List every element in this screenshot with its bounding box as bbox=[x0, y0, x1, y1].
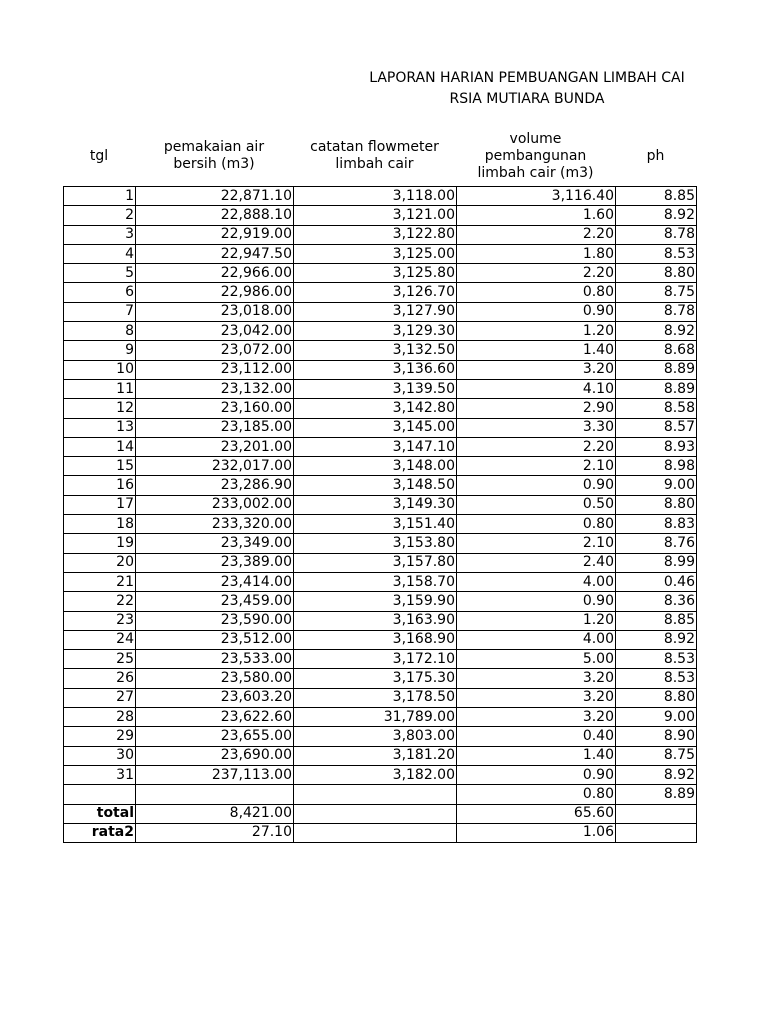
cell-pemakaian-air: 233,320.00 bbox=[136, 515, 294, 534]
cell-ph: 8.76 bbox=[616, 534, 697, 553]
cell-pemakaian-air: 8,421.00 bbox=[136, 804, 294, 823]
cell-pemakaian-air: 23,160.00 bbox=[136, 399, 294, 418]
cell-flowmeter: 3,132.50 bbox=[294, 341, 457, 360]
cell-flowmeter: 3,803.00 bbox=[294, 727, 457, 746]
table-row bbox=[64, 476, 697, 495]
cell-flowmeter bbox=[294, 785, 457, 804]
cell-ph: 8.78 bbox=[616, 225, 697, 244]
header-pemakaian-air-line-2: bersih (m3) bbox=[173, 156, 255, 172]
cell-ph: 8.90 bbox=[616, 727, 697, 746]
cell-pemakaian-air: 23,018.00 bbox=[136, 302, 294, 321]
header-tgl bbox=[63, 130, 135, 182]
cell-ph: 8.80 bbox=[616, 688, 697, 707]
cell-flowmeter bbox=[294, 804, 457, 823]
table-row bbox=[64, 206, 697, 225]
cell-ph: 8.85 bbox=[616, 611, 697, 630]
header-volume-line-3: limbah cair (m3) bbox=[477, 164, 594, 181]
cell-flowmeter: 3,148.50 bbox=[294, 476, 457, 495]
table-row bbox=[64, 341, 697, 360]
cell-volume: 0.90 bbox=[457, 765, 616, 784]
table-row bbox=[64, 785, 697, 804]
cell-pemakaian-air: 22,986.00 bbox=[136, 283, 294, 302]
header-volume-line-2: pembangunan bbox=[484, 147, 587, 164]
cell-flowmeter: 3,145.00 bbox=[294, 418, 457, 437]
cell-pemakaian-air: 27.10 bbox=[136, 823, 294, 842]
table-row bbox=[64, 611, 697, 630]
cell-pemakaian-air: 237,113.00 bbox=[136, 765, 294, 784]
cell-pemakaian-air bbox=[136, 785, 294, 804]
cell-flowmeter: 3,175.30 bbox=[294, 669, 457, 688]
cell-flowmeter: 3,182.00 bbox=[294, 765, 457, 784]
header-pemakaian-air-line-1: pemakaian air bbox=[163, 139, 265, 155]
table-row bbox=[64, 650, 697, 669]
cell-tgl: 28 bbox=[64, 708, 136, 727]
cell-ph: 9.00 bbox=[616, 476, 697, 495]
table-row bbox=[64, 244, 697, 263]
cell-tgl: 1 bbox=[64, 187, 136, 206]
cell-flowmeter: 3,139.50 bbox=[294, 379, 457, 398]
cell-tgl: 6 bbox=[64, 283, 136, 302]
cell-pemakaian-air: 23,042.00 bbox=[136, 322, 294, 341]
cell-ph: 8.80 bbox=[616, 495, 697, 514]
cell-ph bbox=[616, 804, 697, 823]
cell-flowmeter: 3,151.40 bbox=[294, 515, 457, 534]
cell-volume: 2.40 bbox=[457, 553, 616, 572]
cell-tgl: 13 bbox=[64, 418, 136, 437]
header-flowmeter bbox=[293, 130, 456, 182]
cell-pemakaian-air: 232,017.00 bbox=[136, 457, 294, 476]
cell-ph: 8.92 bbox=[616, 322, 697, 341]
cell-tgl: 4 bbox=[64, 244, 136, 263]
cell-flowmeter: 3,122.80 bbox=[294, 225, 457, 244]
cell-volume: 4.10 bbox=[457, 379, 616, 398]
cell-flowmeter: 3,136.60 bbox=[294, 360, 457, 379]
cell-ph: 8.58 bbox=[616, 399, 697, 418]
cell-pemakaian-air: 23,286.90 bbox=[136, 476, 294, 495]
cell-pemakaian-air: 23,590.00 bbox=[136, 611, 294, 630]
cell-pemakaian-air: 23,201.00 bbox=[136, 437, 294, 456]
cell-ph: 8.57 bbox=[616, 418, 697, 437]
cell-tgl: 23 bbox=[64, 611, 136, 630]
cell-ph: 9.00 bbox=[616, 708, 697, 727]
cell-volume: 3,116.40 bbox=[457, 187, 616, 206]
cell-flowmeter: 3,129.30 bbox=[294, 322, 457, 341]
table-row bbox=[64, 515, 697, 534]
cell-ph: 8.98 bbox=[616, 457, 697, 476]
cell-ph: 8.53 bbox=[616, 650, 697, 669]
cell-volume: 65.60 bbox=[457, 804, 616, 823]
cell-pemakaian-air: 23,622.60 bbox=[136, 708, 294, 727]
cell-pemakaian-air: 22,888.10 bbox=[136, 206, 294, 225]
cell-flowmeter: 3,172.10 bbox=[294, 650, 457, 669]
cell-ph: 8.92 bbox=[616, 630, 697, 649]
table-row bbox=[64, 322, 697, 341]
cell-flowmeter: 3,168.90 bbox=[294, 630, 457, 649]
cell-ph: 8.92 bbox=[616, 206, 697, 225]
report-subtitle: RSIA MUTIARA BUNDA bbox=[449, 91, 605, 107]
cell-ph: 8.75 bbox=[616, 746, 697, 765]
cell-flowmeter: 3,178.50 bbox=[294, 688, 457, 707]
cell-tgl: 15 bbox=[64, 457, 136, 476]
table-row bbox=[64, 553, 697, 572]
cell-pemakaian-air: 23,349.00 bbox=[136, 534, 294, 553]
cell-ph: 0.46 bbox=[616, 572, 697, 591]
cell-volume: 0.50 bbox=[457, 495, 616, 514]
cell-flowmeter: 3,158.70 bbox=[294, 572, 457, 591]
cell-ph: 8.92 bbox=[616, 765, 697, 784]
cell-tgl: 11 bbox=[64, 379, 136, 398]
cell-volume: 0.80 bbox=[457, 515, 616, 534]
cell-tgl: 18 bbox=[64, 515, 136, 534]
table-row bbox=[64, 746, 697, 765]
cell-volume: 4.00 bbox=[457, 630, 616, 649]
table-row bbox=[64, 283, 697, 302]
cell-volume: 2.20 bbox=[457, 264, 616, 283]
cell-volume: 3.30 bbox=[457, 418, 616, 437]
cell-pemakaian-air: 23,512.00 bbox=[136, 630, 294, 649]
cell-flowmeter: 3,125.00 bbox=[294, 244, 457, 263]
cell-tgl: 14 bbox=[64, 437, 136, 456]
table-row bbox=[64, 399, 697, 418]
table-row bbox=[64, 669, 697, 688]
cell-volume: 1.40 bbox=[457, 341, 616, 360]
cell-tgl: 10 bbox=[64, 360, 136, 379]
cell-pemakaian-air: 23,132.00 bbox=[136, 379, 294, 398]
cell-tgl: 24 bbox=[64, 630, 136, 649]
cell-volume: 2.90 bbox=[457, 399, 616, 418]
cell-tgl: 25 bbox=[64, 650, 136, 669]
cell-volume: 0.80 bbox=[457, 283, 616, 302]
data-table bbox=[63, 186, 697, 843]
cell-tgl: 16 bbox=[64, 476, 136, 495]
cell-tgl: 19 bbox=[64, 534, 136, 553]
cell-flowmeter: 3,142.80 bbox=[294, 399, 457, 418]
cell-flowmeter: 3,163.90 bbox=[294, 611, 457, 630]
cell-ph: 8.89 bbox=[616, 379, 697, 398]
table-row bbox=[64, 225, 697, 244]
cell-volume: 1.20 bbox=[457, 611, 616, 630]
table-row bbox=[64, 302, 697, 321]
cell-flowmeter: 3,153.80 bbox=[294, 534, 457, 553]
cell-flowmeter: 3,126.70 bbox=[294, 283, 457, 302]
table-row bbox=[64, 572, 697, 591]
cell-volume: 3.20 bbox=[457, 360, 616, 379]
cell-flowmeter: 3,159.90 bbox=[294, 592, 457, 611]
cell-tgl: 9 bbox=[64, 341, 136, 360]
header-tgl-line: tgl bbox=[89, 147, 109, 164]
cell-pemakaian-air: 23,603.20 bbox=[136, 688, 294, 707]
header-flowmeter-line-2: limbah cair bbox=[335, 156, 414, 172]
header-volume-line-1: volume bbox=[509, 130, 562, 147]
cell-flowmeter: 3,118.00 bbox=[294, 187, 457, 206]
cell-ph: 8.53 bbox=[616, 244, 697, 263]
cell-flowmeter: 3,127.90 bbox=[294, 302, 457, 321]
table-row bbox=[64, 534, 697, 553]
header-ph-line: ph bbox=[646, 147, 665, 164]
cell-ph: 8.89 bbox=[616, 785, 697, 804]
cell-volume: 0.80 bbox=[457, 785, 616, 804]
cell-ph: 8.85 bbox=[616, 187, 697, 206]
table-row bbox=[64, 418, 697, 437]
table-row bbox=[64, 688, 697, 707]
cell-tgl: 7 bbox=[64, 302, 136, 321]
cell-volume: 0.90 bbox=[457, 476, 616, 495]
cell-pemakaian-air: 22,871.10 bbox=[136, 187, 294, 206]
cell-ph: 8.36 bbox=[616, 592, 697, 611]
cell-volume: 5.00 bbox=[457, 650, 616, 669]
cell-flowmeter: 3,157.80 bbox=[294, 553, 457, 572]
cell-flowmeter bbox=[294, 823, 457, 842]
cell-ph: 8.93 bbox=[616, 437, 697, 456]
header-volume bbox=[456, 130, 615, 182]
cell-pemakaian-air: 233,002.00 bbox=[136, 495, 294, 514]
table-row bbox=[64, 187, 697, 206]
cell-volume: 2.10 bbox=[457, 534, 616, 553]
cell-tgl: 29 bbox=[64, 727, 136, 746]
cell-pemakaian-air: 23,414.00 bbox=[136, 572, 294, 591]
cell-ph: 8.89 bbox=[616, 360, 697, 379]
cell-pemakaian-air: 23,389.00 bbox=[136, 553, 294, 572]
cell-flowmeter: 31,789.00 bbox=[294, 708, 457, 727]
cell-flowmeter: 3,147.10 bbox=[294, 437, 457, 456]
cell-pemakaian-air: 23,459.00 bbox=[136, 592, 294, 611]
cell-pemakaian-air: 23,580.00 bbox=[136, 669, 294, 688]
cell-flowmeter: 3,181.20 bbox=[294, 746, 457, 765]
cell-tgl: total bbox=[64, 804, 136, 823]
report-title: LAPORAN HARIAN PEMBUANGAN LIMBAH CAI bbox=[369, 70, 685, 86]
table-row bbox=[64, 379, 697, 398]
cell-tgl: 2 bbox=[64, 206, 136, 225]
table-row bbox=[64, 457, 697, 476]
cell-tgl: 5 bbox=[64, 264, 136, 283]
table-row bbox=[64, 823, 697, 842]
data-table-body bbox=[64, 187, 697, 843]
cell-volume: 1.60 bbox=[457, 206, 616, 225]
cell-tgl: 30 bbox=[64, 746, 136, 765]
cell-pemakaian-air: 23,533.00 bbox=[136, 650, 294, 669]
cell-tgl: 20 bbox=[64, 553, 136, 572]
cell-volume: 3.20 bbox=[457, 669, 616, 688]
header-pemakaian-air bbox=[135, 130, 293, 182]
cell-tgl: 22 bbox=[64, 592, 136, 611]
cell-volume: 2.20 bbox=[457, 437, 616, 456]
cell-pemakaian-air: 23,690.00 bbox=[136, 746, 294, 765]
table-row bbox=[64, 804, 697, 823]
cell-pemakaian-air: 22,919.00 bbox=[136, 225, 294, 244]
cell-tgl: 12 bbox=[64, 399, 136, 418]
cell-tgl: 21 bbox=[64, 572, 136, 591]
header-ph bbox=[615, 130, 696, 182]
table-row bbox=[64, 708, 697, 727]
cell-ph: 8.83 bbox=[616, 515, 697, 534]
cell-flowmeter: 3,149.30 bbox=[294, 495, 457, 514]
cell-pemakaian-air: 23,112.00 bbox=[136, 360, 294, 379]
cell-pemakaian-air: 23,072.00 bbox=[136, 341, 294, 360]
table-row bbox=[64, 495, 697, 514]
table-row bbox=[64, 264, 697, 283]
cell-volume: 2.20 bbox=[457, 225, 616, 244]
cell-pemakaian-air: 23,185.00 bbox=[136, 418, 294, 437]
table-row bbox=[64, 765, 697, 784]
table-row bbox=[64, 727, 697, 746]
cell-tgl bbox=[64, 785, 136, 804]
cell-ph: 8.99 bbox=[616, 553, 697, 572]
cell-volume: 1.06 bbox=[457, 823, 616, 842]
cell-tgl: 3 bbox=[64, 225, 136, 244]
cell-ph bbox=[616, 823, 697, 842]
cell-volume: 4.00 bbox=[457, 572, 616, 591]
cell-ph: 8.68 bbox=[616, 341, 697, 360]
cell-volume: 3.20 bbox=[457, 708, 616, 727]
cell-tgl: 26 bbox=[64, 669, 136, 688]
cell-volume: 2.10 bbox=[457, 457, 616, 476]
cell-pemakaian-air: 23,655.00 bbox=[136, 727, 294, 746]
cell-tgl: 27 bbox=[64, 688, 136, 707]
cell-ph: 8.80 bbox=[616, 264, 697, 283]
cell-volume: 1.20 bbox=[457, 322, 616, 341]
cell-pemakaian-air: 22,947.50 bbox=[136, 244, 294, 263]
cell-volume: 0.90 bbox=[457, 302, 616, 321]
cell-ph: 8.75 bbox=[616, 283, 697, 302]
table-row bbox=[64, 630, 697, 649]
table-row bbox=[64, 592, 697, 611]
cell-flowmeter: 3,125.80 bbox=[294, 264, 457, 283]
cell-volume: 0.40 bbox=[457, 727, 616, 746]
cell-tgl: rata2 bbox=[64, 823, 136, 842]
cell-volume: 0.90 bbox=[457, 592, 616, 611]
cell-volume: 1.40 bbox=[457, 746, 616, 765]
cell-tgl: 8 bbox=[64, 322, 136, 341]
table-row bbox=[64, 360, 697, 379]
cell-volume: 3.20 bbox=[457, 688, 616, 707]
cell-tgl: 17 bbox=[64, 495, 136, 514]
table-row bbox=[64, 437, 697, 456]
cell-volume: 1.80 bbox=[457, 244, 616, 263]
cell-flowmeter: 3,121.00 bbox=[294, 206, 457, 225]
cell-pemakaian-air: 22,966.00 bbox=[136, 264, 294, 283]
cell-ph: 8.78 bbox=[616, 302, 697, 321]
cell-ph: 8.53 bbox=[616, 669, 697, 688]
header-flowmeter-line-1: catatan flowmeter bbox=[310, 139, 439, 155]
cell-flowmeter: 3,148.00 bbox=[294, 457, 457, 476]
cell-tgl: 31 bbox=[64, 765, 136, 784]
